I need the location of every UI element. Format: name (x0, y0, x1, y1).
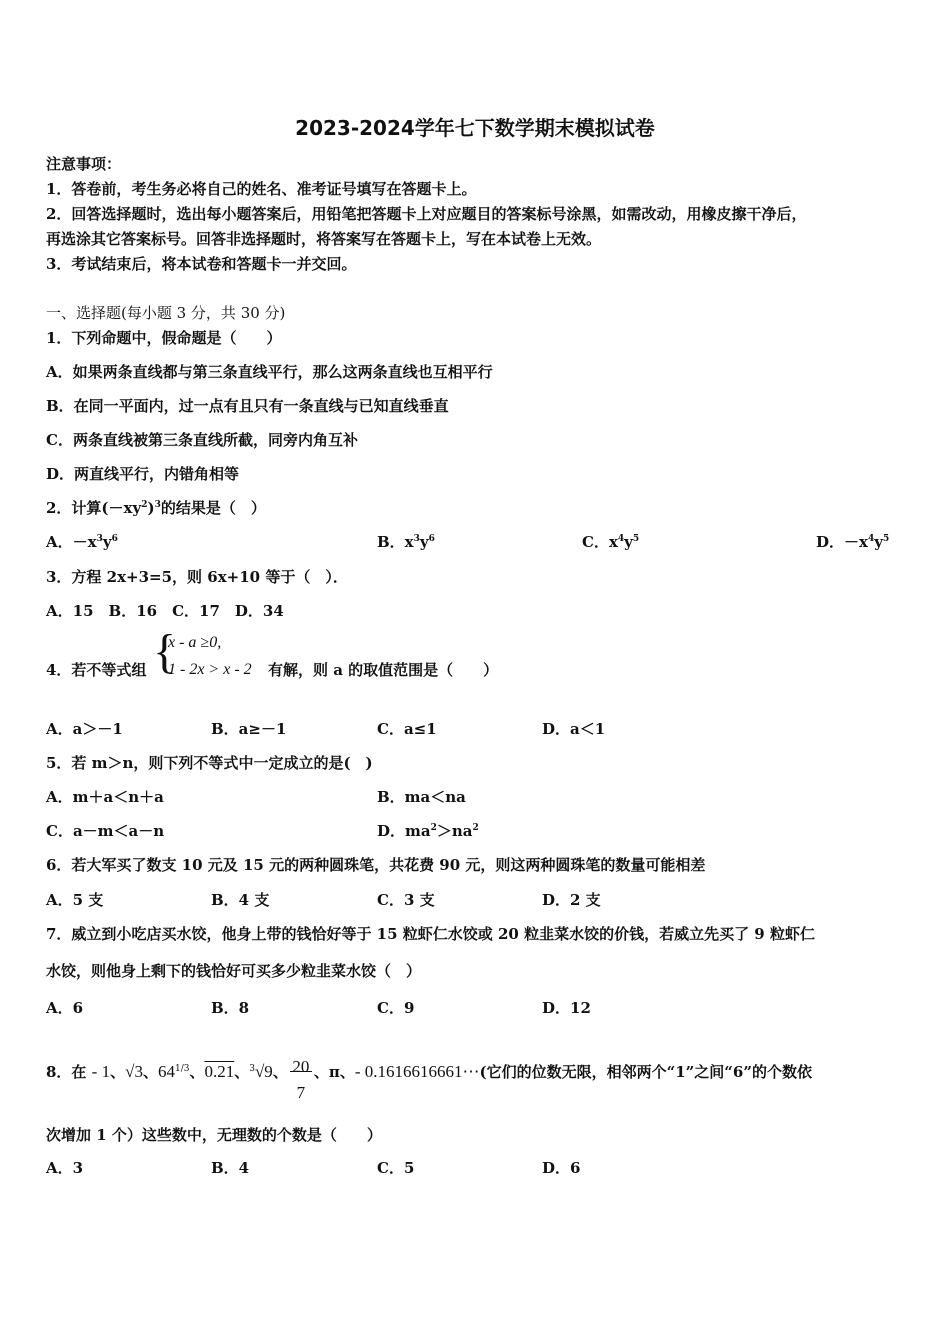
q8-stem-line-1: 8．在 - 1、√3、$64^{1/3}$、0.21、$^3$√9、 20 7 、π、- 0.1616616661⋯(它们的位数无限，相邻两个“1”之间“6”的个数依 (46, 1052, 812, 1092)
q8-num-neg-one: - 1 (91, 1062, 111, 1081)
q8-option-b: B．4 (211, 1159, 250, 1177)
q8-sqrt-3: √3 (125, 1062, 143, 1081)
q4-system-row-1: x - a ≥0, (168, 634, 222, 651)
q2-option-b: B．$x^3y^6$ (377, 533, 435, 551)
q5-stem: 5．若 m＞n，则下列不等式中一定成立的是( ) (46, 754, 373, 772)
left-brace-icon: { (153, 625, 177, 678)
q7-option-d: D．12 (542, 999, 591, 1017)
q6-option-b: B．4 支 (211, 891, 270, 909)
q6-stem: 6．若大军买了数支 10 元及 15 元的两种圆珠笔，共花费 90 元，则这两种圆珠笔的数量可能相差 (46, 856, 706, 874)
notice-heading: 注意事项： (46, 155, 122, 173)
q4-stem-lead: 4．若不等式组 (46, 661, 147, 679)
notice-item-2-cont: 再选涂其它答案标号。回答非选择题时，将答案写在答题卡上，写在本试卷上无效。 (46, 230, 602, 248)
q8-repeating-decimal: 0.21 (204, 1062, 235, 1081)
q5-option-a: A．m＋a＜n＋a (46, 788, 164, 806)
q8-option-c: C．5 (377, 1159, 415, 1177)
q8-option-d: D．6 (542, 1159, 581, 1177)
notice-item-1: 1．答卷前，考生务必将自己的姓名、准考证号填写在答题卡上。 (46, 180, 477, 198)
q4-option-b: B．a≥－1 (211, 720, 287, 738)
q4-option-c: C．a≤1 (377, 720, 437, 738)
q7-stem-line-2: 水饺，则他身上剩下的钱恰好可买多少粒韭菜水饺（ ） (46, 962, 422, 980)
q7-stem-line-1: 7．威立到小吃店买水饺，他身上带的钱恰好等于 15 粒虾仁水饺或 20 粒韭菜水饺的价钱，若威立先买了 9 粒虾仁 (46, 925, 815, 943)
q2-stem: 2．计算$(-xy^2)^3$的结果是（ ） (46, 499, 266, 517)
q6-option-d: D．2 支 (542, 891, 601, 909)
q4-system-row-2: 1 - 2x > x - 2 (168, 661, 252, 678)
q5-option-c: C．a－m＜a－n (46, 822, 165, 840)
q7-option-a: A．6 (46, 999, 84, 1017)
section-heading: 一、选择题(每小题 3 分，共 30 分) (46, 304, 286, 322)
q8-fraction: 20 7 (288, 1053, 314, 1093)
q7-option-b: B．8 (211, 999, 250, 1017)
q4-stem-tail: 有解，则 a 的取值范围是（ ） (268, 661, 499, 679)
page-title: 2023-2024学年七下数学期末模拟试卷 (295, 116, 655, 140)
q8-pi: π (328, 1063, 340, 1081)
q1-option-a: A．如果两条直线都与第三条直线平行，那么这两条直线也互相平行 (46, 363, 493, 381)
q5-option-d: D．$ma^2>na^2$ (377, 822, 479, 840)
q8-cube-root-9: √9 (254, 1062, 273, 1081)
q8-power-64: 64 (157, 1062, 175, 1081)
q1-option-d: D．两直线平行，内错角相等 (46, 465, 240, 483)
q1-stem: 1．下列命题中，假命题是（ ） (46, 329, 282, 347)
q1-option-c: C．两条直线被第三条直线所截，同旁内角互补 (46, 431, 358, 449)
notice-item-3: 3．考试结束后，将本试卷和答题卡一并交回。 (46, 255, 357, 273)
q2-option-c: C．$x^4y^5$ (582, 533, 640, 551)
q3-options: A．15 B．16 C．17 D．34 (46, 602, 284, 620)
q5-option-b: B．ma＜na (377, 788, 466, 806)
q8-stem-line-2: 次增加 1 个）这些数中，无理数的个数是（ ） (46, 1126, 382, 1144)
q8-long-decimal: - 0.1616616661⋯ (354, 1062, 480, 1081)
q6-option-c: C．3 支 (377, 891, 435, 909)
q1-option-b: B．在同一平面内，过一点有且只有一条直线与已知直线垂直 (46, 397, 449, 415)
q4-option-a: A．a＞－1 (46, 720, 123, 738)
q3-stem: 3．方程 2x+3=5，则 6x+10 等于（ ）． (46, 568, 348, 586)
q6-option-a: A．5 支 (46, 891, 104, 909)
q7-option-c: C．9 (377, 999, 415, 1017)
q4-option-d: D．a＜1 (542, 720, 606, 738)
notice-item-2: 2．回答选择题时，选出每小题答案后，用铅笔把答题卡上对应题目的答案标号涂黑，如需改动，用橡皮擦干净后， (46, 205, 807, 223)
q8-option-a: A．3 (46, 1159, 84, 1177)
q2-option-d: D．$-x^4y^5$ (816, 533, 890, 551)
q2-option-a: A．$-x^3y^6$ (46, 533, 118, 551)
